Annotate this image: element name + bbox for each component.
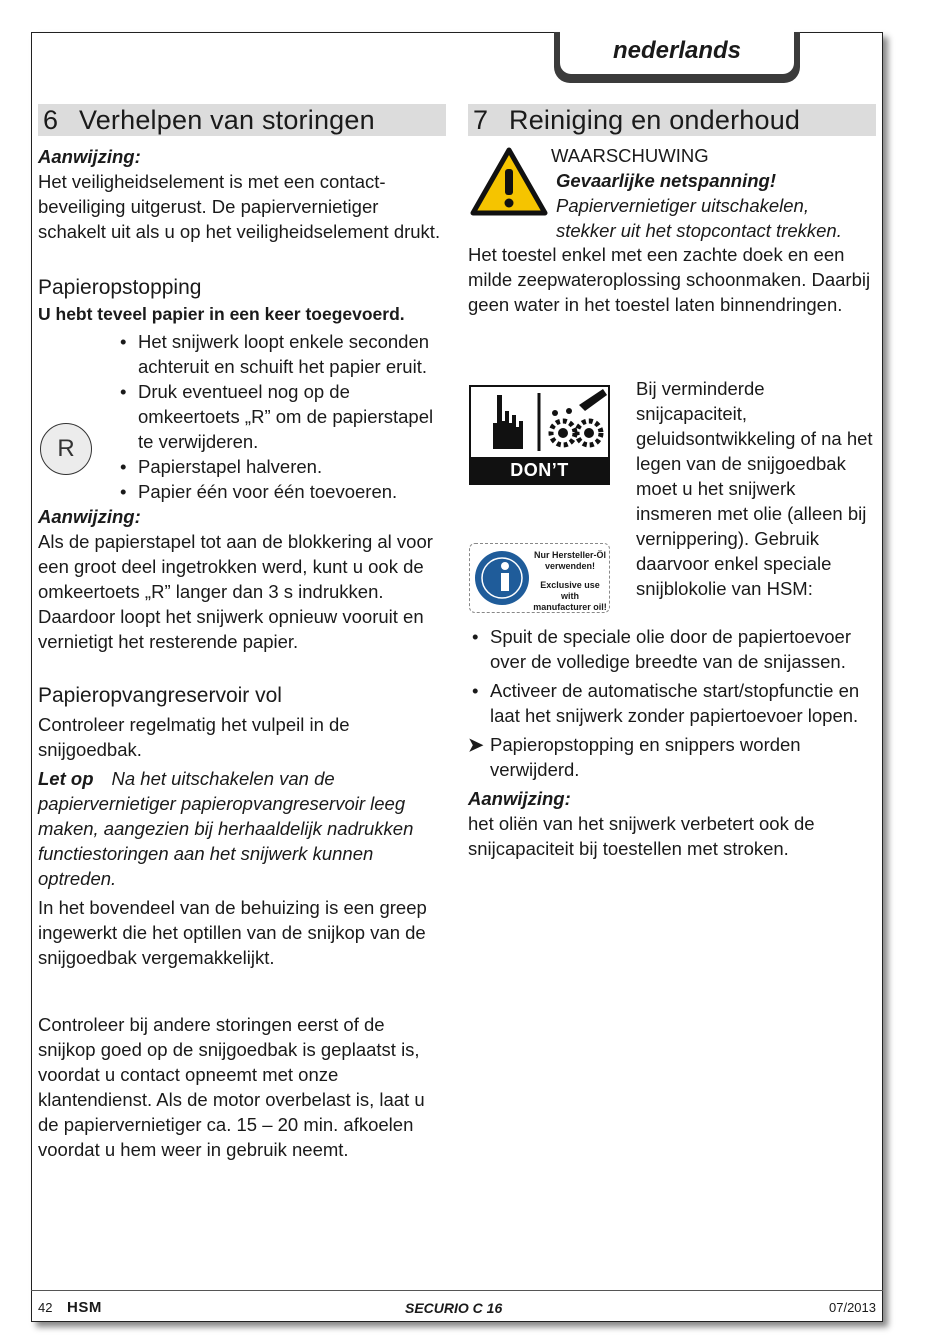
warning-text: stekker uit het stopcontact trekken. — [556, 220, 842, 241]
dont-forget-pictogram — [469, 385, 610, 506]
grip-text: In het bovendeel van de behuizing is een greep ingewerkt die het optillen van de snijkop van de snijgoedbak vergemakkelijkt. — [38, 897, 427, 968]
footer — [31, 1290, 883, 1322]
warning-block — [551, 143, 842, 243]
list-item: • Spuit de speciale olie door de papiertoevoer over de volledige breedte van de snijassen. — [468, 624, 873, 674]
oil-text: Bij verminderde snijcapaciteit, geluidsontwikkeling of na het legen van de snijgoedbak moet u het snijwerk insmeren met olie (alleen bij vernippering). Gebruik daarvoor enkel speciale snijblokolie van HSM: — [636, 378, 873, 599]
note-label: Aanwijzing: — [38, 506, 141, 527]
warning-icon — [470, 147, 548, 217]
warning-text: Papiervernietiger uitschakelen, — [556, 195, 809, 216]
note-text: Als de papierstapel tot aan de blokkering al voor een groot deel ingetrokken werd, kunt u ook de omkeertoets „R” langer dan 3 s indrukken. Daardoor loopt het snijwerk opnieuw vooruit en vernietigt het resterende papier. — [38, 531, 433, 652]
caution-text: Let op Na het uitschakelen van de papiervernietiger papieropvangreservoir leeg maken, aangezien bij herhaaldelijk nadrukken functiestoringen aan het snijwerk kunnen optreden. — [38, 768, 414, 889]
page-number: 42 — [38, 1300, 53, 1315]
list-item: • Papierstapel halveren. — [116, 454, 446, 479]
section-6-heading: 6 Verhelpen van storingen — [38, 104, 446, 136]
info-icon — [472, 548, 532, 608]
note-label: Aanwijzing: — [38, 146, 141, 167]
oil-gears-icon — [471, 387, 608, 457]
r-button-icon: R — [40, 423, 92, 475]
model-name: SECURIO C 16 — [405, 1300, 503, 1316]
list-item: • Het snijwerk loopt enkele seconden achteruit en schuift het papier eruit. — [116, 329, 446, 379]
arrow-icon: ➤ — [468, 734, 484, 755]
list-item: • Druk eventueel nog op de omkeertoets „R” om de papierstapel te verwijderen. — [116, 379, 446, 454]
other-faults-text: Controleer bij andere storingen eerst of de snijkop goed op de snijgoedbak is geplaatst is, voordat u contact opneemt met onze klantendienst. Als de motor overbelast is, laat u de papiervernietiger ca. 15 – 20 min. afkoelen voordat u hem weer in gebruik neemt. — [38, 1014, 425, 1160]
left-column — [38, 104, 446, 1162]
list-item: • Papier één voor één toevoeren. — [116, 479, 446, 504]
warning-subtitle: Gevaarlijke netspanning! — [556, 170, 777, 191]
full-bin-heading: Papieropvangreservoir vol — [38, 684, 282, 707]
badge-brand — [532, 606, 533, 607]
note-text: Het veiligheidselement is met een contact-beveiliging uitgerust. De papiervernietiger schakelt uit als u op het veiligheidselement drukt. — [38, 171, 441, 242]
oil-text-block — [636, 376, 876, 601]
badge-text-en: Exclusive use with manufacturer oil! — [533, 580, 607, 612]
list-item: • Activeer de automatische start/stopfunctie en laat het snijwerk zonder papiertoevoer lopen. — [468, 678, 873, 728]
oil-steps-block — [468, 624, 873, 861]
dont-forget-label: DON’T FORGET — [471, 457, 608, 483]
section-7-heading: 7 Reiniging en onderhoud — [468, 104, 876, 136]
right-column — [468, 104, 876, 144]
result-text: ➤ Papieropstopping en snippers worden verwijderd. — [468, 734, 801, 780]
hsm-logo: HSM — [67, 1299, 102, 1316]
cleaning-text-block — [468, 242, 873, 317]
jam-heading: Papieropstopping — [38, 276, 202, 299]
oil-steps — [468, 624, 873, 728]
note-text: het oliën van het snijwerk verbetert ook de snijcapaciteit bij toestellen met stroken. — [468, 813, 815, 859]
edition-date: 07/2013 — [829, 1300, 876, 1315]
full-bin-text: Controleer regelmatig het vulpeil in de snijgoedbak. — [38, 714, 350, 760]
warning-title: WAARSCHUWING — [551, 145, 709, 166]
cleaning-text: Het toestel enkel met een zachte doek en een milde zeepwateroplossing schoonmaken. Daarbij geen water in het toestel laten binnendringen. — [468, 244, 871, 315]
language-label: nederlands — [560, 28, 794, 74]
badge-text-de: Nur Hersteller-Öl verwenden! — [533, 550, 607, 571]
note-label: Aanwijzing: — [468, 788, 571, 809]
jam-subtitle: U hebt teveel papier in een keer toegevoerd. — [38, 304, 405, 324]
oil-badge — [469, 543, 610, 613]
jam-steps — [116, 329, 446, 504]
